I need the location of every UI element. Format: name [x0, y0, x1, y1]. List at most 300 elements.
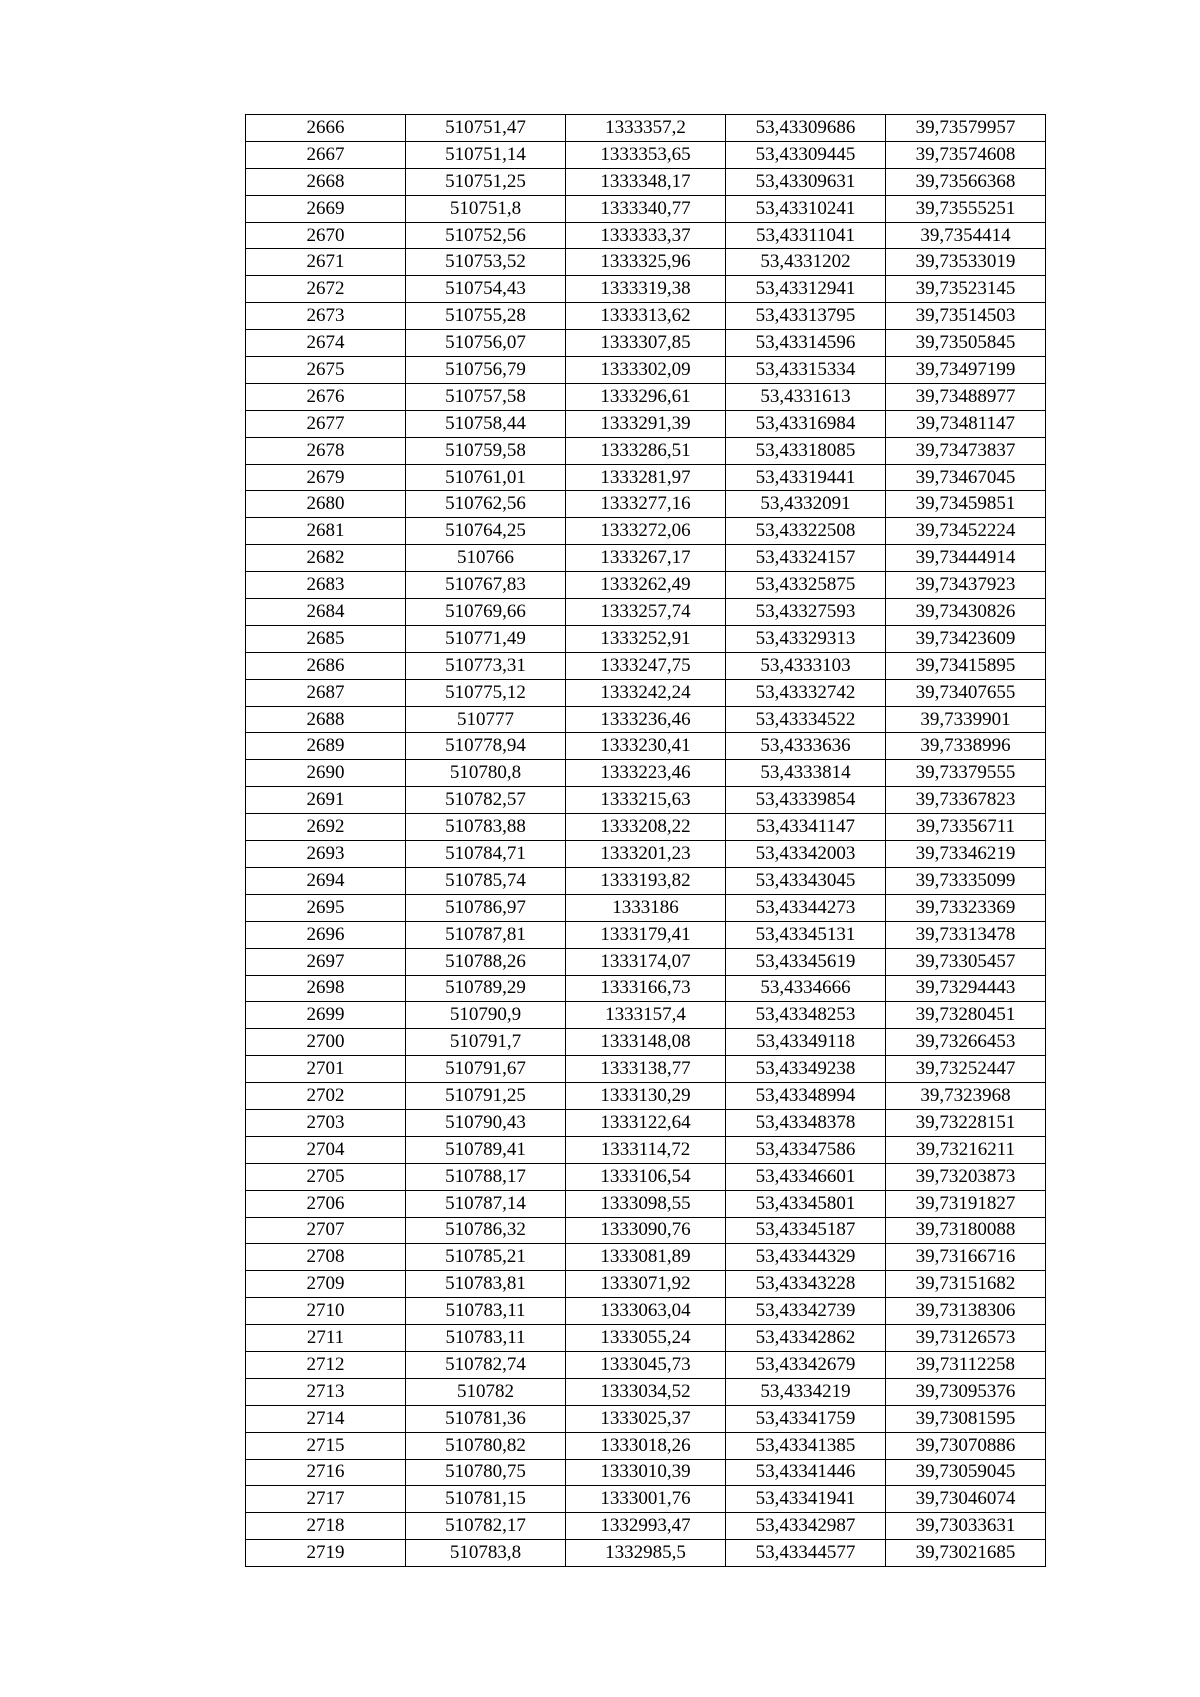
table-row — [246, 518, 1046, 545]
latitude-cell: 53,43345801 — [726, 1190, 886, 1217]
longitude-cell: 39,73459851 — [886, 491, 1046, 518]
longitude-cell: 39,73191827 — [886, 1190, 1046, 1217]
table-row — [246, 679, 1046, 706]
x-coordinate-cell: 510780,8 — [406, 760, 566, 787]
longitude-cell: 39,73346219 — [886, 841, 1046, 868]
longitude-cell: 39,73203873 — [886, 1163, 1046, 1190]
x-coordinate-cell: 510781,15 — [406, 1486, 566, 1513]
x-coordinate-cell: 510786,32 — [406, 1217, 566, 1244]
y-coordinate-cell: 1333186 — [566, 894, 726, 921]
y-coordinate-cell: 1333236,46 — [566, 706, 726, 733]
latitude-cell: 53,43346601 — [726, 1163, 886, 1190]
x-coordinate-cell: 510780,82 — [406, 1432, 566, 1459]
y-coordinate-cell: 1333281,97 — [566, 464, 726, 491]
x-coordinate-cell: 510752,56 — [406, 222, 566, 249]
longitude-cell: 39,73481147 — [886, 410, 1046, 437]
latitude-cell: 53,43341446 — [726, 1459, 886, 1486]
latitude-cell: 53,43342987 — [726, 1513, 886, 1540]
latitude-cell: 53,4331202 — [726, 249, 886, 276]
x-coordinate-cell: 510769,66 — [406, 599, 566, 626]
longitude-cell: 39,73228151 — [886, 1109, 1046, 1136]
latitude-cell: 53,43341147 — [726, 814, 886, 841]
point-number-cell: 2696 — [246, 921, 406, 948]
table-row — [246, 1244, 1046, 1271]
table-row — [246, 1486, 1046, 1513]
x-coordinate-cell: 510785,21 — [406, 1244, 566, 1271]
latitude-cell: 53,4333636 — [726, 733, 886, 760]
table-row — [246, 1190, 1046, 1217]
latitude-cell: 53,43344577 — [726, 1540, 886, 1567]
latitude-cell: 53,43342003 — [726, 841, 886, 868]
x-coordinate-cell: 510754,43 — [406, 276, 566, 303]
point-number-cell: 2687 — [246, 679, 406, 706]
y-coordinate-cell: 1333340,77 — [566, 195, 726, 222]
table-row — [246, 383, 1046, 410]
y-coordinate-cell: 1333045,73 — [566, 1351, 726, 1378]
x-coordinate-cell: 510778,94 — [406, 733, 566, 760]
y-coordinate-cell: 1333252,91 — [566, 625, 726, 652]
point-number-cell: 2711 — [246, 1325, 406, 1352]
x-coordinate-cell: 510780,75 — [406, 1459, 566, 1486]
longitude-cell: 39,73305457 — [886, 948, 1046, 975]
longitude-cell: 39,73437923 — [886, 572, 1046, 599]
table-row — [246, 410, 1046, 437]
table-row — [246, 1459, 1046, 1486]
table-row — [246, 1351, 1046, 1378]
x-coordinate-cell: 510783,11 — [406, 1325, 566, 1352]
latitude-cell: 53,4334666 — [726, 975, 886, 1002]
table-row — [246, 1540, 1046, 1567]
table-row — [246, 948, 1046, 975]
x-coordinate-cell: 510764,25 — [406, 518, 566, 545]
point-number-cell: 2707 — [246, 1217, 406, 1244]
point-number-cell: 2683 — [246, 572, 406, 599]
point-number-cell: 2718 — [246, 1513, 406, 1540]
longitude-cell: 39,73294443 — [886, 975, 1046, 1002]
x-coordinate-cell: 510751,47 — [406, 115, 566, 142]
table-row — [246, 625, 1046, 652]
latitude-cell: 53,43341385 — [726, 1432, 886, 1459]
y-coordinate-cell: 1332985,5 — [566, 1540, 726, 1567]
table-row — [246, 975, 1046, 1002]
y-coordinate-cell: 1333122,64 — [566, 1109, 726, 1136]
latitude-cell: 53,43311041 — [726, 222, 886, 249]
point-number-cell: 2678 — [246, 437, 406, 464]
latitude-cell: 53,43329313 — [726, 625, 886, 652]
longitude-cell: 39,73180088 — [886, 1217, 1046, 1244]
x-coordinate-cell: 510777 — [406, 706, 566, 733]
table-row — [246, 1378, 1046, 1405]
point-number-cell: 2719 — [246, 1540, 406, 1567]
y-coordinate-cell: 1333001,76 — [566, 1486, 726, 1513]
point-number-cell: 2682 — [246, 545, 406, 572]
point-number-cell: 2709 — [246, 1271, 406, 1298]
y-coordinate-cell: 1333201,23 — [566, 841, 726, 868]
longitude-cell: 39,73216211 — [886, 1136, 1046, 1163]
point-number-cell: 2698 — [246, 975, 406, 1002]
table-row — [246, 814, 1046, 841]
y-coordinate-cell: 1333333,37 — [566, 222, 726, 249]
table-row — [246, 652, 1046, 679]
y-coordinate-cell: 1333262,49 — [566, 572, 726, 599]
point-number-cell: 2677 — [246, 410, 406, 437]
y-coordinate-cell: 1333257,74 — [566, 599, 726, 626]
y-coordinate-cell: 1333357,2 — [566, 115, 726, 142]
y-coordinate-cell: 1333148,08 — [566, 1029, 726, 1056]
latitude-cell: 53,43313795 — [726, 303, 886, 330]
table-row — [246, 491, 1046, 518]
x-coordinate-cell: 510773,31 — [406, 652, 566, 679]
longitude-cell: 39,73555251 — [886, 195, 1046, 222]
longitude-cell: 39,73112258 — [886, 1351, 1046, 1378]
point-number-cell: 2708 — [246, 1244, 406, 1271]
x-coordinate-cell: 510759,58 — [406, 437, 566, 464]
x-coordinate-cell: 510755,28 — [406, 303, 566, 330]
longitude-cell: 39,73266453 — [886, 1029, 1046, 1056]
point-number-cell: 2693 — [246, 841, 406, 868]
longitude-cell: 39,73423609 — [886, 625, 1046, 652]
x-coordinate-cell: 510787,81 — [406, 921, 566, 948]
latitude-cell: 53,43343228 — [726, 1271, 886, 1298]
latitude-cell: 53,4334219 — [726, 1378, 886, 1405]
longitude-cell: 39,73081595 — [886, 1405, 1046, 1432]
longitude-cell: 39,73313478 — [886, 921, 1046, 948]
point-number-cell: 2695 — [246, 894, 406, 921]
longitude-cell: 39,73095376 — [886, 1378, 1046, 1405]
point-number-cell: 2675 — [246, 357, 406, 384]
table-row — [246, 437, 1046, 464]
x-coordinate-cell: 510766 — [406, 545, 566, 572]
point-number-cell: 2697 — [246, 948, 406, 975]
table-row — [246, 760, 1046, 787]
latitude-cell: 53,43345187 — [726, 1217, 886, 1244]
point-number-cell: 2705 — [246, 1163, 406, 1190]
latitude-cell: 53,43334522 — [726, 706, 886, 733]
y-coordinate-cell: 1333179,41 — [566, 921, 726, 948]
x-coordinate-cell: 510789,29 — [406, 975, 566, 1002]
longitude-cell: 39,73138306 — [886, 1298, 1046, 1325]
table-row — [246, 1513, 1046, 1540]
point-number-cell: 2676 — [246, 383, 406, 410]
point-number-cell: 2688 — [246, 706, 406, 733]
y-coordinate-cell: 1333325,96 — [566, 249, 726, 276]
latitude-cell: 53,43342739 — [726, 1298, 886, 1325]
x-coordinate-cell: 510783,81 — [406, 1271, 566, 1298]
table-row — [246, 1405, 1046, 1432]
point-number-cell: 2672 — [246, 276, 406, 303]
table-row — [246, 303, 1046, 330]
longitude-cell: 39,73059045 — [886, 1459, 1046, 1486]
latitude-cell: 53,43342862 — [726, 1325, 886, 1352]
x-coordinate-cell: 510782,17 — [406, 1513, 566, 1540]
x-coordinate-cell: 510790,9 — [406, 1002, 566, 1029]
y-coordinate-cell: 1333353,65 — [566, 141, 726, 168]
longitude-cell: 39,73505845 — [886, 330, 1046, 357]
y-coordinate-cell: 1333071,92 — [566, 1271, 726, 1298]
y-coordinate-cell: 1333302,09 — [566, 357, 726, 384]
coordinates-table — [245, 114, 1046, 1567]
latitude-cell: 53,43332742 — [726, 679, 886, 706]
y-coordinate-cell: 1333138,77 — [566, 1056, 726, 1083]
y-coordinate-cell: 1333081,89 — [566, 1244, 726, 1271]
latitude-cell: 53,43322508 — [726, 518, 886, 545]
longitude-cell: 39,73579957 — [886, 115, 1046, 142]
longitude-cell: 39,73407655 — [886, 679, 1046, 706]
table-row — [246, 1029, 1046, 1056]
latitude-cell: 53,4332091 — [726, 491, 886, 518]
longitude-cell: 39,73126573 — [886, 1325, 1046, 1352]
latitude-cell: 53,43315334 — [726, 357, 886, 384]
point-number-cell: 2717 — [246, 1486, 406, 1513]
longitude-cell: 39,7354414 — [886, 222, 1046, 249]
y-coordinate-cell: 1333267,17 — [566, 545, 726, 572]
table-row — [246, 894, 1046, 921]
longitude-cell: 39,7339901 — [886, 706, 1046, 733]
table-row — [246, 464, 1046, 491]
y-coordinate-cell: 1333166,73 — [566, 975, 726, 1002]
table-row — [246, 1217, 1046, 1244]
y-coordinate-cell: 1333286,51 — [566, 437, 726, 464]
y-coordinate-cell: 1333114,72 — [566, 1136, 726, 1163]
point-number-cell: 2715 — [246, 1432, 406, 1459]
latitude-cell: 53,43316984 — [726, 410, 886, 437]
table-row — [246, 1083, 1046, 1110]
y-coordinate-cell: 1333296,61 — [566, 383, 726, 410]
table-row — [246, 195, 1046, 222]
longitude-cell: 39,73467045 — [886, 464, 1046, 491]
latitude-cell: 53,43312941 — [726, 276, 886, 303]
y-coordinate-cell: 1333208,22 — [566, 814, 726, 841]
longitude-cell: 39,73151682 — [886, 1271, 1046, 1298]
x-coordinate-cell: 510751,14 — [406, 141, 566, 168]
x-coordinate-cell: 510781,36 — [406, 1405, 566, 1432]
latitude-cell: 53,43325875 — [726, 572, 886, 599]
x-coordinate-cell: 510761,01 — [406, 464, 566, 491]
longitude-cell: 39,73444914 — [886, 545, 1046, 572]
latitude-cell: 53,43310241 — [726, 195, 886, 222]
table-row — [246, 1056, 1046, 1083]
point-number-cell: 2674 — [246, 330, 406, 357]
x-coordinate-cell: 510753,52 — [406, 249, 566, 276]
table-row — [246, 1136, 1046, 1163]
table-row — [246, 1298, 1046, 1325]
longitude-cell: 39,73415895 — [886, 652, 1046, 679]
coordinates-table-body — [246, 115, 1046, 1567]
x-coordinate-cell: 510791,25 — [406, 1083, 566, 1110]
y-coordinate-cell: 1333034,52 — [566, 1378, 726, 1405]
latitude-cell: 53,4333814 — [726, 760, 886, 787]
x-coordinate-cell: 510782,74 — [406, 1351, 566, 1378]
table-row — [246, 921, 1046, 948]
latitude-cell: 53,43324157 — [726, 545, 886, 572]
longitude-cell: 39,73021685 — [886, 1540, 1046, 1567]
longitude-cell: 39,73514503 — [886, 303, 1046, 330]
y-coordinate-cell: 1333063,04 — [566, 1298, 726, 1325]
point-number-cell: 2666 — [246, 115, 406, 142]
latitude-cell: 53,43348994 — [726, 1083, 886, 1110]
y-coordinate-cell: 1333313,62 — [566, 303, 726, 330]
longitude-cell: 39,73335099 — [886, 867, 1046, 894]
longitude-cell: 39,73533019 — [886, 249, 1046, 276]
point-number-cell: 2684 — [246, 599, 406, 626]
x-coordinate-cell: 510751,25 — [406, 168, 566, 195]
longitude-cell: 39,73566368 — [886, 168, 1046, 195]
latitude-cell: 53,43318085 — [726, 437, 886, 464]
y-coordinate-cell: 1333348,17 — [566, 168, 726, 195]
latitude-cell: 53,43348253 — [726, 1002, 886, 1029]
longitude-cell: 39,73452224 — [886, 518, 1046, 545]
x-coordinate-cell: 510789,41 — [406, 1136, 566, 1163]
longitude-cell: 39,73574608 — [886, 141, 1046, 168]
x-coordinate-cell: 510784,71 — [406, 841, 566, 868]
latitude-cell: 53,43345131 — [726, 921, 886, 948]
point-number-cell: 2712 — [246, 1351, 406, 1378]
table-row — [246, 599, 1046, 626]
x-coordinate-cell: 510751,8 — [406, 195, 566, 222]
longitude-cell: 39,73367823 — [886, 787, 1046, 814]
y-coordinate-cell: 1333130,29 — [566, 1083, 726, 1110]
point-number-cell: 2702 — [246, 1083, 406, 1110]
latitude-cell: 53,43344329 — [726, 1244, 886, 1271]
longitude-cell: 39,73379555 — [886, 760, 1046, 787]
point-number-cell: 2691 — [246, 787, 406, 814]
table-row — [246, 1002, 1046, 1029]
x-coordinate-cell: 510785,74 — [406, 867, 566, 894]
latitude-cell: 53,43343045 — [726, 867, 886, 894]
longitude-cell: 39,7323968 — [886, 1083, 1046, 1110]
y-coordinate-cell: 1333174,07 — [566, 948, 726, 975]
longitude-cell: 39,73488977 — [886, 383, 1046, 410]
x-coordinate-cell: 510762,56 — [406, 491, 566, 518]
longitude-cell: 39,73280451 — [886, 1002, 1046, 1029]
y-coordinate-cell: 1333291,39 — [566, 410, 726, 437]
latitude-cell: 53,4331613 — [726, 383, 886, 410]
point-number-cell: 2686 — [246, 652, 406, 679]
y-coordinate-cell: 1333157,4 — [566, 1002, 726, 1029]
table-row — [246, 572, 1046, 599]
x-coordinate-cell: 510782,57 — [406, 787, 566, 814]
longitude-cell: 39,73323369 — [886, 894, 1046, 921]
point-number-cell: 2685 — [246, 625, 406, 652]
x-coordinate-cell: 510790,43 — [406, 1109, 566, 1136]
x-coordinate-cell: 510775,12 — [406, 679, 566, 706]
table-row — [246, 357, 1046, 384]
latitude-cell: 53,43339854 — [726, 787, 886, 814]
table-row — [246, 1325, 1046, 1352]
point-number-cell: 2692 — [246, 814, 406, 841]
point-number-cell: 2668 — [246, 168, 406, 195]
point-number-cell: 2714 — [246, 1405, 406, 1432]
latitude-cell: 53,43345619 — [726, 948, 886, 975]
table-row — [246, 168, 1046, 195]
x-coordinate-cell: 510783,11 — [406, 1298, 566, 1325]
table-row — [246, 787, 1046, 814]
table-row — [246, 706, 1046, 733]
latitude-cell: 53,43349238 — [726, 1056, 886, 1083]
point-number-cell: 2700 — [246, 1029, 406, 1056]
table-row — [246, 330, 1046, 357]
x-coordinate-cell: 510756,07 — [406, 330, 566, 357]
y-coordinate-cell: 1333010,39 — [566, 1459, 726, 1486]
latitude-cell: 53,4333103 — [726, 652, 886, 679]
y-coordinate-cell: 1333090,76 — [566, 1217, 726, 1244]
table-row — [246, 1109, 1046, 1136]
point-number-cell: 2681 — [246, 518, 406, 545]
latitude-cell: 53,43327593 — [726, 599, 886, 626]
point-number-cell: 2699 — [246, 1002, 406, 1029]
latitude-cell: 53,43341941 — [726, 1486, 886, 1513]
y-coordinate-cell: 1333215,63 — [566, 787, 726, 814]
point-number-cell: 2704 — [246, 1136, 406, 1163]
table-row — [246, 115, 1046, 142]
y-coordinate-cell: 1333242,24 — [566, 679, 726, 706]
latitude-cell: 53,43342679 — [726, 1351, 886, 1378]
point-number-cell: 2671 — [246, 249, 406, 276]
point-number-cell: 2690 — [246, 760, 406, 787]
longitude-cell: 39,7338996 — [886, 733, 1046, 760]
point-number-cell: 2680 — [246, 491, 406, 518]
latitude-cell: 53,43348378 — [726, 1109, 886, 1136]
x-coordinate-cell: 510787,14 — [406, 1190, 566, 1217]
table-row — [246, 276, 1046, 303]
x-coordinate-cell: 510791,7 — [406, 1029, 566, 1056]
table-row — [246, 545, 1046, 572]
longitude-cell: 39,73497199 — [886, 357, 1046, 384]
x-coordinate-cell: 510786,97 — [406, 894, 566, 921]
longitude-cell: 39,73166716 — [886, 1244, 1046, 1271]
point-number-cell: 2673 — [246, 303, 406, 330]
table-row — [246, 1271, 1046, 1298]
longitude-cell: 39,73523145 — [886, 276, 1046, 303]
y-coordinate-cell: 1333223,46 — [566, 760, 726, 787]
y-coordinate-cell: 1333193,82 — [566, 867, 726, 894]
point-number-cell: 2670 — [246, 222, 406, 249]
table-row — [246, 1163, 1046, 1190]
point-number-cell: 2706 — [246, 1190, 406, 1217]
point-number-cell: 2716 — [246, 1459, 406, 1486]
point-number-cell: 2679 — [246, 464, 406, 491]
table-row — [246, 867, 1046, 894]
x-coordinate-cell: 510757,58 — [406, 383, 566, 410]
x-coordinate-cell: 510758,44 — [406, 410, 566, 437]
point-number-cell: 2694 — [246, 867, 406, 894]
y-coordinate-cell: 1333307,85 — [566, 330, 726, 357]
table-row — [246, 841, 1046, 868]
longitude-cell: 39,73046074 — [886, 1486, 1046, 1513]
point-number-cell: 2689 — [246, 733, 406, 760]
table-row — [246, 222, 1046, 249]
longitude-cell: 39,73252447 — [886, 1056, 1046, 1083]
y-coordinate-cell: 1332993,47 — [566, 1513, 726, 1540]
latitude-cell: 53,43309445 — [726, 141, 886, 168]
latitude-cell: 53,43319441 — [726, 464, 886, 491]
latitude-cell: 53,43344273 — [726, 894, 886, 921]
y-coordinate-cell: 1333230,41 — [566, 733, 726, 760]
y-coordinate-cell: 1333247,75 — [566, 652, 726, 679]
table-row — [246, 1432, 1046, 1459]
latitude-cell: 53,43309631 — [726, 168, 886, 195]
y-coordinate-cell: 1333098,55 — [566, 1190, 726, 1217]
y-coordinate-cell: 1333018,26 — [566, 1432, 726, 1459]
y-coordinate-cell: 1333319,38 — [566, 276, 726, 303]
latitude-cell: 53,43309686 — [726, 115, 886, 142]
y-coordinate-cell: 1333277,16 — [566, 491, 726, 518]
point-number-cell: 2713 — [246, 1378, 406, 1405]
point-number-cell: 2701 — [246, 1056, 406, 1083]
y-coordinate-cell: 1333025,37 — [566, 1405, 726, 1432]
x-coordinate-cell: 510756,79 — [406, 357, 566, 384]
point-number-cell: 2710 — [246, 1298, 406, 1325]
